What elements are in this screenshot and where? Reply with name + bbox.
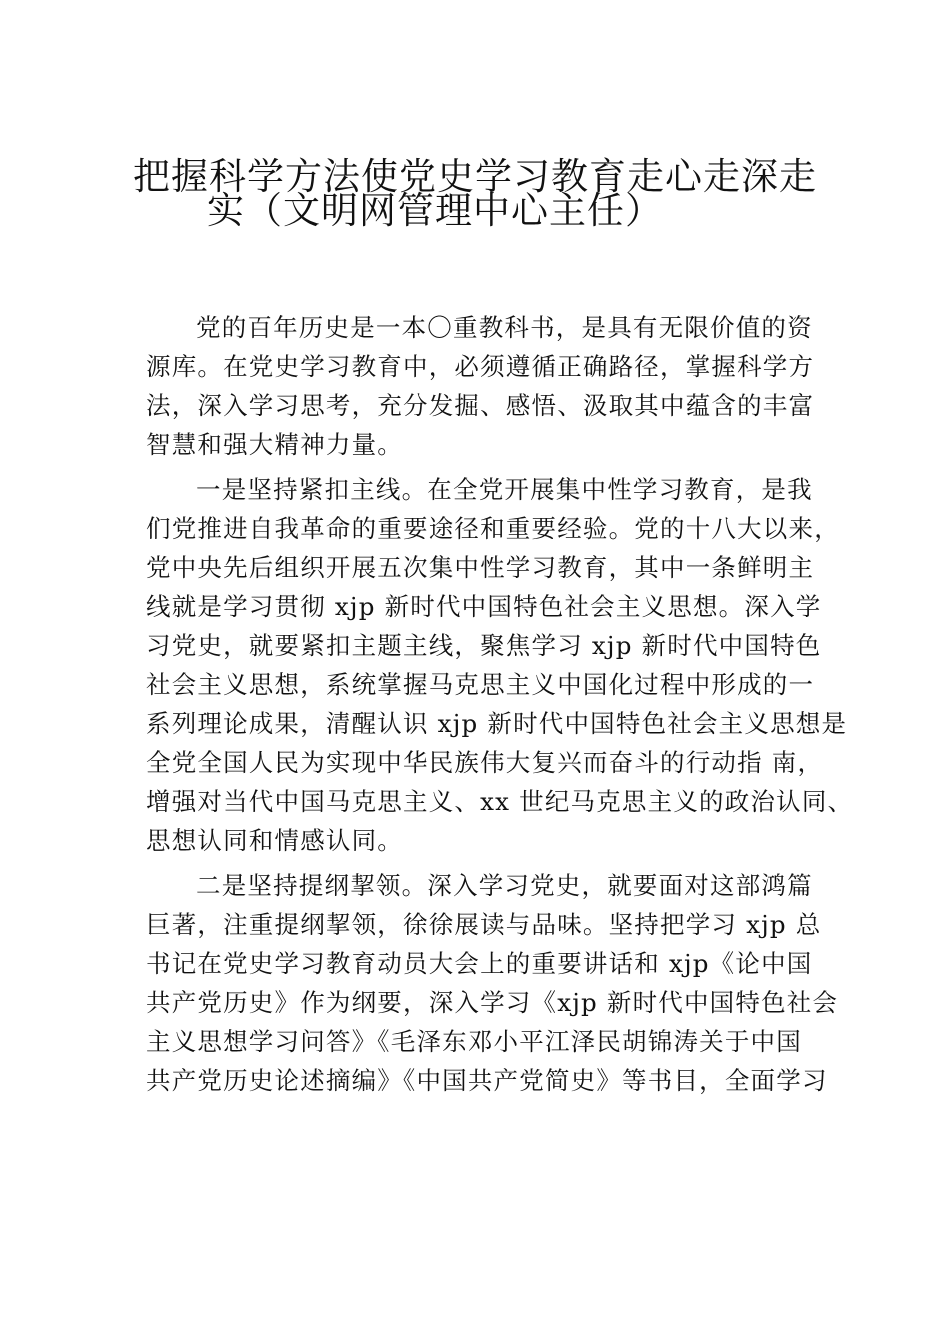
body-line: 共产党历史论述摘编》《中国共产党简史》等书目，全面学习	[146, 1066, 828, 1095]
body-line: 线就是学习贯彻 xjp 新时代中国特色社会主义思想。深入学	[146, 592, 822, 621]
body-line: 源库。在党史学习教育中，必须遵循正确路径，掌握科学方	[146, 352, 815, 381]
body-line: 们党推进自我革命的重要途径和重要经验。党的十八大以来，	[146, 514, 840, 543]
body-line: 主义思想学习问答》《毛泽东邓小平江泽民胡锦涛关于中国	[146, 1027, 802, 1056]
body-line: 全党全国人民为实现中华民族伟大复兴而奋斗的行动指 南，	[146, 748, 824, 777]
body-line: 社会主义思想，系统掌握马克思主义中国化过程中形成的一	[146, 670, 815, 699]
body-line: 系列理论成果，清醒认识 xjp 新时代中国特色社会主义思想是	[146, 709, 848, 738]
body-line: 智慧和强大精神力量。	[146, 430, 403, 459]
body-line: 巨著，注重提纲挈领，徐徐展读与品味。坚持把学习 xjp 总	[146, 910, 822, 939]
body-line: 增强对当代中国马克思主义、xx 世纪马克思主义的政治认同、	[146, 787, 854, 816]
title-line-2: 实（文明网管理中心主任）	[207, 189, 663, 232]
body-line: 思想认同和情感认同。	[146, 826, 403, 855]
body-line: 一是坚持紧扣主线。在全党开展集中性学习教育，是我	[196, 475, 813, 504]
title-line-1: 把握科学方法使党史学习教育走心走深走	[133, 155, 817, 198]
body-line: 党中央先后组织开展五次集中性学习教育，其中一条鲜明主	[146, 553, 815, 582]
body-line: 共产党历史》作为纲要，深入学习《xjp 新时代中国特色社会	[146, 988, 839, 1017]
body-line: 法，深入学习思考，充分发掘、感悟、汲取其中蕴含的丰富	[146, 391, 815, 420]
body-line: 书记在党史学习教育动员大会上的重要讲话和 xjp《论中国	[146, 949, 813, 978]
body-line: 二是坚持提纲挈领。深入学习党史，就要面对这部鸿篇	[196, 871, 813, 900]
body-line: 习党史，就要紧扣主题主线，聚焦学习 xjp 新时代中国特色	[146, 631, 822, 660]
body-line: 党的百年历史是一本〇重教科书，是具有无限价值的资	[196, 313, 813, 342]
